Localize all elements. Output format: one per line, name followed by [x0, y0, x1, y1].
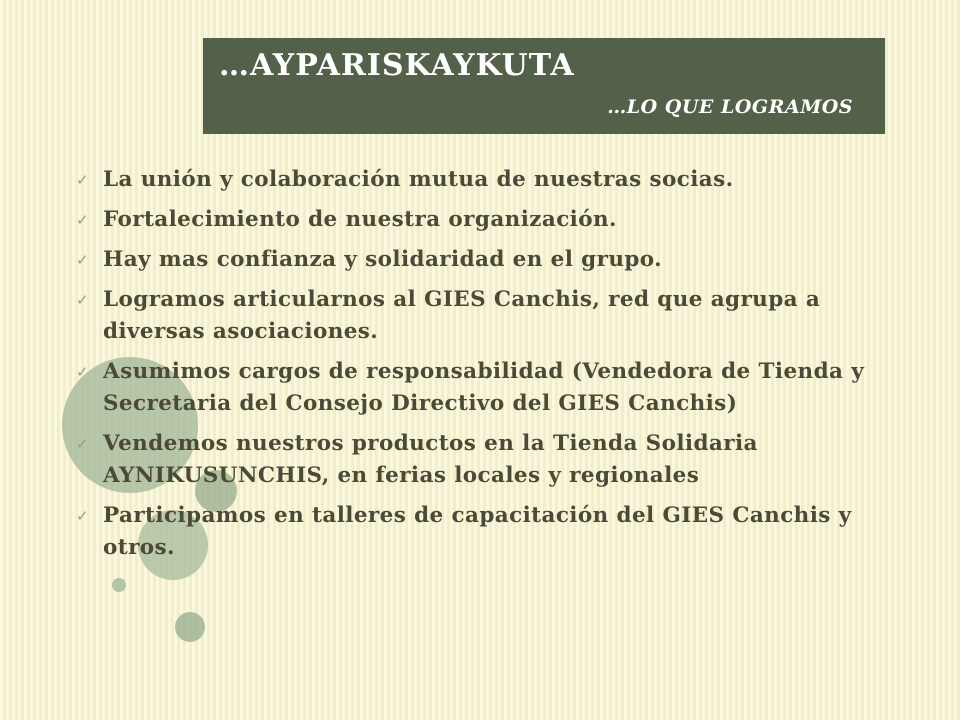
bullet-text: Vendemos nuestros productos en la Tienda Solidaria AYNIKUSUNCHIS, en ferias locales y regionales [103, 431, 758, 488]
bullet-item [76, 500, 896, 564]
bullet-text: Hay mas confianza y solidaridad en el grupo. [103, 247, 663, 272]
bullet-text: Logramos articularnos al GIES Canchis, red que agrupa a diversas asociaciones. [103, 287, 821, 344]
bullet-item [76, 164, 896, 196]
checkmark-icon: ✓ [76, 211, 89, 229]
checkmark-icon: ✓ [76, 363, 89, 381]
bullet-text: La unión y colaboración mutua de nuestras socias. [103, 167, 734, 192]
bullet-item [76, 428, 896, 492]
checkmark-icon: ✓ [76, 435, 89, 453]
bullet-item [76, 244, 896, 276]
bullet-list [76, 164, 896, 572]
bullet-text: Asumimos cargos de responsabilidad (Vendedora de Tienda y Secretaria del Consejo Directivo del GIES Canchis) [103, 359, 865, 416]
checkmark-icon: ✓ [76, 251, 89, 269]
bullet-item [76, 356, 896, 420]
decorative-circle-dot [112, 578, 126, 592]
slide-subtitle: …LO QUE LOGRAMOS [607, 96, 853, 118]
bullet-item [76, 204, 896, 236]
checkmark-icon: ✓ [76, 291, 89, 309]
checkmark-icon: ✓ [76, 507, 89, 525]
bullet-text: Participamos en talleres de capacitación del GIES Canchis y otros. [103, 503, 852, 560]
slide-title: …AYPARISKAYKUTA [219, 48, 575, 83]
bullet-item [76, 284, 896, 348]
decorative-circle-tiny [175, 612, 205, 642]
bullet-text: Fortalecimiento de nuestra organización. [103, 207, 617, 232]
checkmark-icon: ✓ [76, 171, 89, 189]
title-bar [203, 38, 885, 134]
